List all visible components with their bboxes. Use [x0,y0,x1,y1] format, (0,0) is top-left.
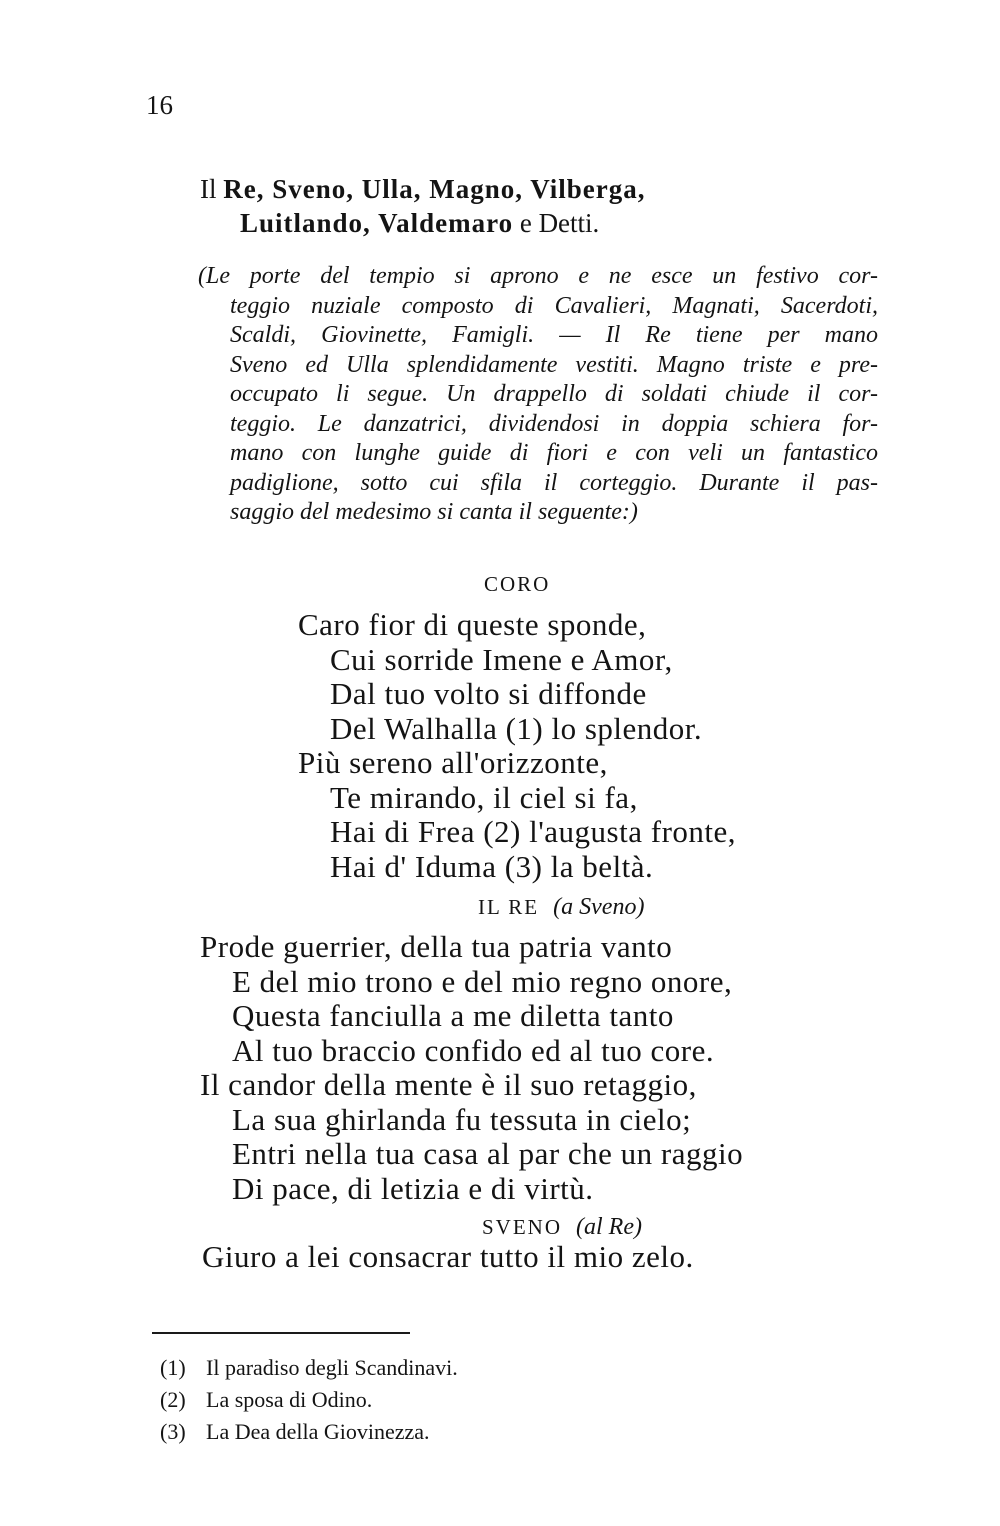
verse-line: Del Walhalla (1) lo splendor. [330,710,703,746]
footnotes [160,1352,458,1448]
footnote-marker: (1) [160,1355,186,1380]
verse-line: Entri nella tua casa al par che un raggio [232,1136,744,1171]
scene-heading-line-2 [240,204,920,242]
speaker-name: CORO [484,572,551,596]
verse-line: Te mirando, il ciel si fa, [330,779,638,815]
stage-direction-line: padiglione, sotto cui sfila il corteggio. Durante il pas- [230,469,878,496]
speaker-sveno [482,1214,642,1241]
verse-line: Di pace, di letizia e di virtù. [232,1170,594,1206]
heading-prefix: Il [200,174,217,204]
footnote-marker: (2) [160,1387,186,1412]
verse-line: Cui sorride Imene e Amor, [330,641,673,677]
verse-line: Al tuo braccio confido ed al tuo core. [232,1032,715,1068]
verse-line: Giuro a lei consacrar tutto il mio zelo. [202,1239,694,1274]
stage-direction-line: teggio nuziale composto di Cavalieri, Magnati, Sacerdoti, [230,292,878,319]
stage-direction [198,262,878,528]
verse-line: Questa fanciulla a me diletta tanto [232,998,674,1033]
verse-line: E del mio trono e del mio regno onore, [232,963,733,999]
scene-heading-line-1 [200,170,880,208]
speaker-direction: (al Re) [576,1214,642,1240]
stage-direction-line: Sveno ed Ulla splendidamente vestiti. Magno triste e pre- [230,351,878,378]
verse-line: Hai di Frea (2) l'augusta fronte, [330,814,737,849]
speaker-direction: (a Sveno) [553,894,645,920]
page-number: 16 [146,90,173,120]
speaker-re [478,894,644,921]
verse-line: Dal tuo volto si diffonde [330,676,647,711]
heading-suffix: Detti. [538,208,600,238]
footnote-item [160,1416,458,1448]
footnote-marker: (3) [160,1419,186,1444]
verse-line: La sua ghirlanda fu tessuta in cielo; [232,1101,692,1137]
stage-direction-line: teggio. Le danzatrici, dividendosi in doppia schiera for- [230,410,878,437]
sveno-verse [202,1240,694,1275]
speaker-name: IL RE [478,895,540,919]
verse-line: Hai d' Iduma (3) la beltà. [330,848,654,884]
stage-direction-line: Scaldi, Giovinette, Famigli. — Il Re tiene per mano [230,322,878,348]
heading-connector: e [519,208,532,238]
re-verse [200,930,743,1206]
speaker-coro [484,572,550,597]
speaker-name: SVENO [482,1215,563,1239]
verse-line: Prode guerrier, della tua patria vanto [200,929,673,964]
stage-direction-line: mano con lunghe guide di fiori e con veli un fantastico [230,440,878,466]
heading-characters-1: Re, Sveno, Ulla, Magno, Vilberga, [223,174,646,204]
heading-characters-2: Luitlando, Valdemaro [240,208,514,238]
stage-direction-line: occupato li segue. Un drappello di soldati chiude il cor- [230,381,878,407]
footnote-item [160,1352,458,1384]
stage-direction-line: saggio del medesimo si canta il seguente:) [230,499,638,525]
footnote-text: La Dea della Giovinezza. [206,1419,430,1444]
footnote-text: La sposa di Odino. [206,1387,373,1412]
verse-line: Caro fior di queste sponde, [298,607,647,642]
coro-verse [298,608,736,884]
footnote-divider [152,1332,410,1334]
stage-direction-line: (Le porte del tempio si aprono e ne esce un festivo cor- [198,263,878,289]
verse-line: Più sereno all'orizzonte, [298,745,608,780]
footnote-item [160,1384,458,1416]
footnote-text: Il paradiso degli Scandinavi. [206,1355,458,1380]
verse-line: Il candor della mente è il suo retaggio, [200,1067,697,1102]
